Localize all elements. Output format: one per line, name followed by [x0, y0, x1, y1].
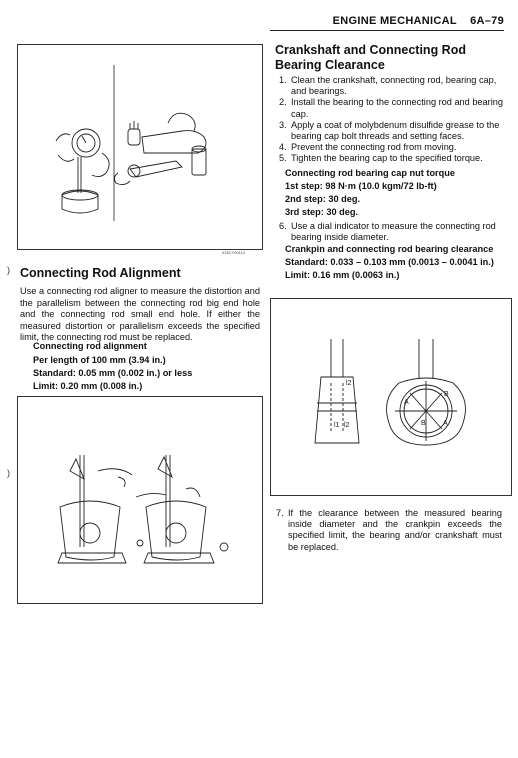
procedure-steps [279, 75, 507, 282]
clearance-heading: Crankpin and connecting rod bearing clearance [285, 244, 494, 255]
label-a: A [443, 420, 448, 427]
spec-standard: Standard: 0.05 mm (0.002 in.) or less [33, 368, 193, 378]
step-item: 7. If the clearance between the measured bearing inside diameter and the crankpin exceeds the specified limit, the bearing and/or crankshaft must be replaced. [276, 508, 502, 552]
torque-step-1: 1st step: 98 N·m (10.0 kgm/72 lb-ft) [285, 180, 437, 191]
page-number: 6A–79 [470, 15, 504, 27]
label-b: B [421, 420, 426, 427]
spec-length: Per length of 100 mm (3.94 in.) [33, 355, 166, 365]
bearing-measurement-illustration [271, 299, 511, 495]
section-title-bearing-clearance: Crankshaft and Connecting Rod Bearing Clearance [275, 43, 466, 72]
label-l2: l2 [346, 380, 352, 387]
label-l2: l2 [344, 422, 350, 429]
torque-step-3: 3rd step: 30 deg. [285, 206, 359, 217]
torque-spec-block [279, 167, 507, 219]
margin-mark: ) [7, 468, 10, 478]
header-rule [270, 30, 504, 31]
clearance-spec-block [279, 243, 507, 282]
step-item: 1. Clean the crankshaft, connecting rod, bearing cap, and bearings. [279, 75, 497, 97]
step-item: 4. Prevent the connecting rod from moving. [279, 142, 457, 153]
torque-heading: Connecting rod bearing cap nut torque [285, 167, 455, 178]
spec-limit: Limit: 0.20 mm (0.008 in.) [33, 381, 143, 391]
clearance-standard: Standard: 0.033 – 0.103 mm (0.0013 – 0.0041 in.) [285, 257, 494, 268]
alignment-spec-block [33, 340, 263, 393]
figure-bearing-measurement [270, 298, 512, 496]
margin-mark: ) [7, 265, 10, 275]
alignment-body: Use a connecting rod aligner to measure the distortion and the parallelism between the connecting rod big end hole and the connecting rod small end hole. If either the measured distortion or parallelism exceeds the specified limit, the connecting rod must be replaced. [20, 286, 260, 343]
step-7-block [276, 508, 502, 553]
spec-heading: Connecting rod alignment [33, 341, 147, 351]
figure-rod-aligner [17, 396, 263, 604]
section-title: ENGINE MECHANICAL [332, 15, 457, 27]
label-l1: l1 [334, 422, 340, 429]
step-item: 5. Tighten the bearing cap to the specified torque. [279, 153, 483, 164]
step-item: 2. Install the bearing to the connecting rod and bearing cap. [279, 97, 503, 119]
clearance-limit: Limit: 0.16 mm (0.0063 in.) [285, 270, 400, 281]
page-header [333, 15, 504, 27]
label-b: B [444, 391, 449, 398]
step-item: 3. Apply a coat of molybdenum disulfide grease to the bearing cap bolt threads and setting faces. [279, 119, 500, 142]
label-a: A [404, 399, 409, 406]
rod-aligner-illustration [18, 397, 262, 603]
figure-dial-gauge [17, 44, 263, 250]
dial-gauge-illustration [18, 45, 262, 249]
section-title-connecting-rod-alignment: Connecting Rod Alignment [20, 266, 181, 280]
figure-code: 015CY00112 [222, 250, 246, 255]
step-item: 6. Use a dial indicator to measure the connecting rod bearing inside diameter. [279, 220, 496, 242]
torque-step-2: 2nd step: 30 deg. [285, 193, 361, 204]
